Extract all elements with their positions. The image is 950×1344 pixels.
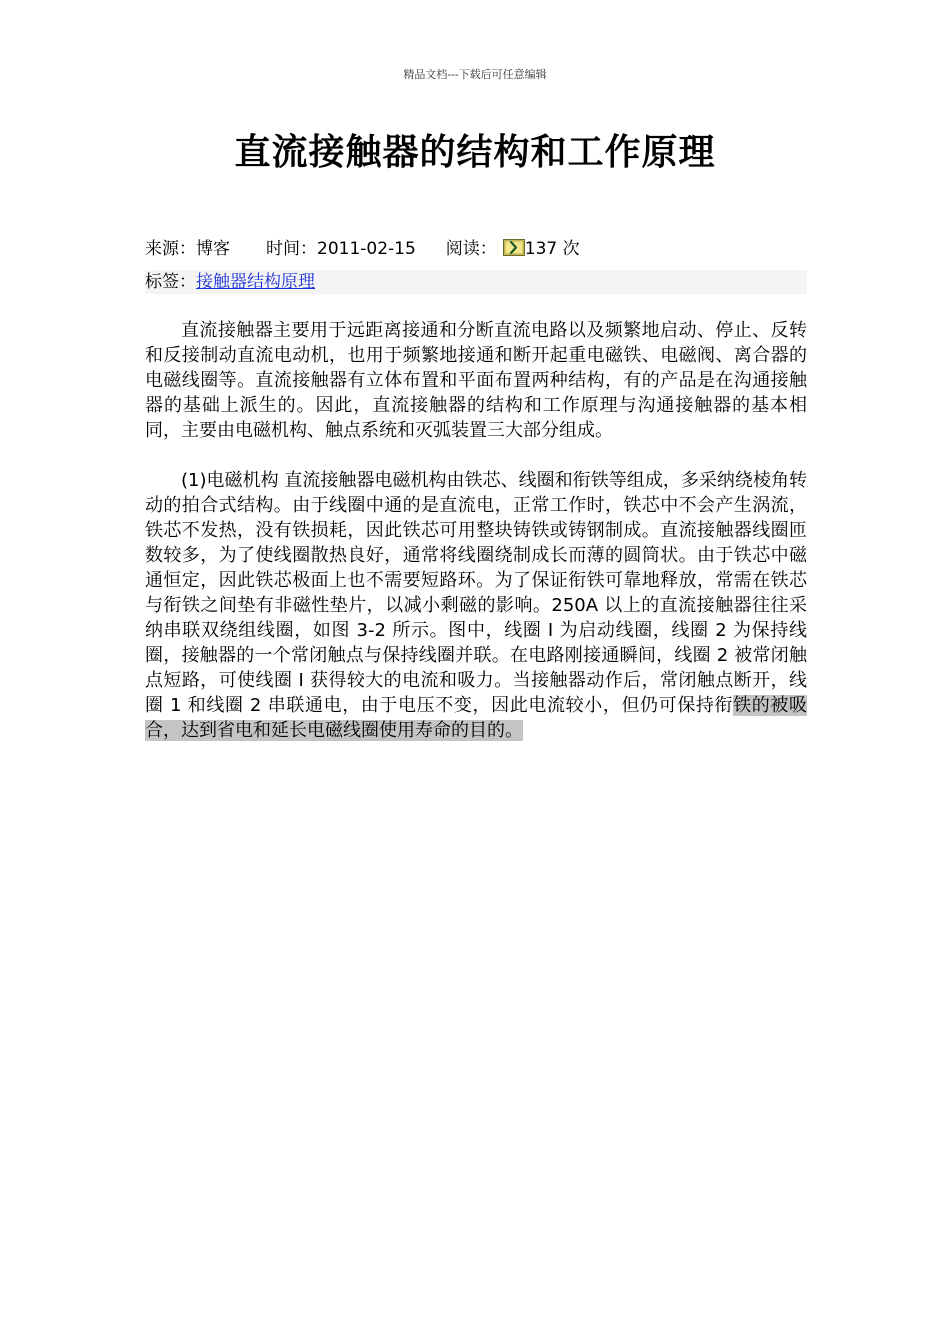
article-meta [145,234,580,259]
page-title: 直流接触器的结构和工作原理 [234,132,716,173]
page-header-watermark: 精品文档---下载后可任意编辑 [403,68,547,81]
tags-bar [145,270,807,294]
source-label: 来源：博客 [145,239,230,259]
tags-label: 标签： [145,272,196,292]
tag-link[interactable]: 接触器结构原理 [196,272,315,292]
paragraph-intro: 直流接触器主要用于远距离接通和分断直流电路以及频繁地启动、停止、反转和反接制动直流电动机，也用于频繁地接通和断开起重电磁铁、电磁阀、离合器的电磁线圈等。直流接触器有立体布置和平面布置两种结构，有的产品是在沟通接触器的基础上派生的。因此，直流接触器的结构和工作原理与沟通接触器的基本相同，主要由电磁机构、触点系统和灭弧装置三大部分组成。 [145,320,807,441]
read-label: 阅读： [445,239,497,259]
article-body [145,318,807,743]
book-arrow-icon [503,239,525,256]
paragraph-electromagnetic-text: (1)电磁机构 直流接触器电磁机构由铁芯、线圈和衔铁等组成，多采纳绕棱角转动的拍合式结构。由于线圈中通的是直流电，正常工作时，铁芯中不会产生涡流，铁芯不发热，没有铁损耗，因此铁芯可用整块铸铁或铸钢制成。直流接触器线圈匝数较多，为了使线圈散热良好，通常将线圈绕制成长而薄的圆筒状。由于铁芯中磁通恒定，因此铁芯极面上也不需要短路环。为了保证衔铁可靠地释放，常需在铁芯与衔铁之间垫有非磁性垫片，以减小剩磁的影响。250A 以上的直流接触器往往采纳串联双绕组线圈，如图 3-2 所示。图中，线圈 I 为启动线圈，线圈 2 为保持线圈，接触器的一个常闭触点与保持线圈并联。在电路刚接通瞬间，线圈 2 被常闭触点短路，可使线圈 I 获得较大的电流和吸力。当接触器动作后，常闭触点断开，线圈 1 和线圈 2 串联通电，由于电压不变，因此电流较小，但仍可保持衔 [145,470,807,716]
read-count: 137 次 [524,239,580,259]
date-label: 时间：2011-02-15 [266,239,416,259]
highlighted-text: 铁的被吸合，达到省电和延长电磁线圈使用寿命的目的。 [145,695,807,741]
paragraph-electromagnetic [145,468,807,743]
